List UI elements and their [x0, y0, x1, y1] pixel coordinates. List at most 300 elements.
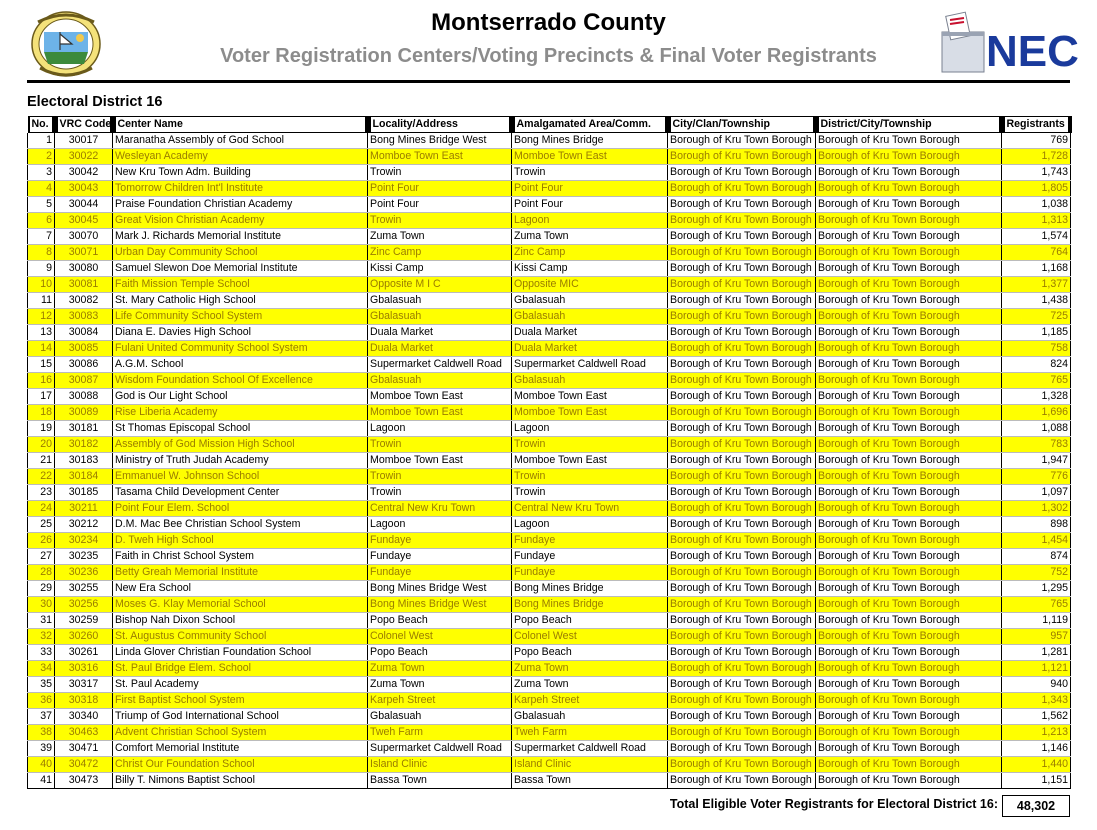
locality-address: Island Clinic [368, 757, 512, 773]
locality-address: Zinc Camp [368, 245, 512, 261]
amalgamated-area: Karpeh Street [512, 693, 668, 709]
registrants-count: 1,328 [1002, 389, 1071, 405]
center-name: Emmanuel W. Johnson School [113, 469, 368, 485]
amalgamated-area: Lagoon [512, 517, 668, 533]
district-city-township: Borough of Kru Town Borough [816, 645, 1002, 661]
registrants-count: 898 [1002, 517, 1071, 533]
table-row [28, 517, 1071, 533]
district-city-township: Borough of Kru Town Borough [816, 597, 1002, 613]
district-city-township: Borough of Kru Town Borough [816, 741, 1002, 757]
amalgamated-area: Gbalasuah [512, 309, 668, 325]
district-city-township: Borough of Kru Town Borough [816, 341, 1002, 357]
row-number: 9 [28, 261, 55, 277]
registrants-count: 1,151 [1002, 773, 1071, 789]
column-header-label: No. [30, 117, 52, 132]
column-header [113, 116, 368, 133]
center-name: Betty Greah Memorial Institute [113, 565, 368, 581]
registrants-count: 1,185 [1002, 325, 1071, 341]
locality-address: Trowin [368, 165, 512, 181]
vrc-code: 30086 [55, 357, 113, 373]
vrc-code: 30043 [55, 181, 113, 197]
center-name: Comfort Memorial Institute [113, 741, 368, 757]
center-name: St. Augustus Community School [113, 629, 368, 645]
center-name: Faith Mission Temple School [113, 277, 368, 293]
row-number: 38 [28, 725, 55, 741]
vrc-code: 30211 [55, 501, 113, 517]
city-clan-township: Borough of Kru Town Borough [668, 565, 816, 581]
district-city-township: Borough of Kru Town Borough [816, 133, 1002, 149]
row-number: 35 [28, 677, 55, 693]
vrc-code: 30089 [55, 405, 113, 421]
locality-address: Trowin [368, 213, 512, 229]
registrants-count: 1,377 [1002, 277, 1071, 293]
district-city-township: Borough of Kru Town Borough [816, 453, 1002, 469]
registrants-count: 1,805 [1002, 181, 1071, 197]
row-number: 5 [28, 197, 55, 213]
city-clan-township: Borough of Kru Town Borough [668, 309, 816, 325]
locality-address: Bong Mines Bridge West [368, 597, 512, 613]
locality-address: Gbalasuah [368, 709, 512, 725]
center-name: Ministry of Truth Judah Academy [113, 453, 368, 469]
city-clan-township: Borough of Kru Town Borough [668, 165, 816, 181]
center-name: Tomorrow Children Int'l Institute [113, 181, 368, 197]
city-clan-township: Borough of Kru Town Borough [668, 677, 816, 693]
amalgamated-area: Supermarket Caldwell Road [512, 741, 668, 757]
city-clan-township: Borough of Kru Town Borough [668, 213, 816, 229]
amalgamated-area: Momboe Town East [512, 389, 668, 405]
locality-address: Gbalasuah [368, 309, 512, 325]
vrc-code: 30071 [55, 245, 113, 261]
district-city-township: Borough of Kru Town Borough [816, 373, 1002, 389]
amalgamated-area: Gbalasuah [512, 373, 668, 389]
table-row [28, 533, 1071, 549]
city-clan-township: Borough of Kru Town Borough [668, 357, 816, 373]
row-number: 21 [28, 453, 55, 469]
column-header-label: Amalgamated Area/Comm. [515, 117, 665, 132]
table-row [28, 165, 1071, 181]
city-clan-township: Borough of Kru Town Borough [668, 405, 816, 421]
amalgamated-area: Trowin [512, 485, 668, 501]
amalgamated-area: Bong Mines Bridge [512, 133, 668, 149]
vrc-code: 30236 [55, 565, 113, 581]
table-row [28, 773, 1071, 789]
table-row [28, 485, 1071, 501]
center-name: Assembly of God Mission High School [113, 437, 368, 453]
table-row [28, 629, 1071, 645]
amalgamated-area: Supermarket Caldwell Road [512, 357, 668, 373]
district-city-township: Borough of Kru Town Borough [816, 501, 1002, 517]
registrants-count: 1,574 [1002, 229, 1071, 245]
district-city-township: Borough of Kru Town Borough [816, 245, 1002, 261]
registrants-count: 957 [1002, 629, 1071, 645]
district-city-township: Borough of Kru Town Borough [816, 181, 1002, 197]
amalgamated-area: Fundaye [512, 533, 668, 549]
registrants-count: 764 [1002, 245, 1071, 261]
district-city-township: Borough of Kru Town Borough [816, 629, 1002, 645]
table-row [28, 693, 1071, 709]
center-name: Moses G. Klay Memorial School [113, 597, 368, 613]
center-name: St. Mary Catholic High School [113, 293, 368, 309]
district-city-township: Borough of Kru Town Borough [816, 357, 1002, 373]
amalgamated-area: Central New Kru Town [512, 501, 668, 517]
page-title: Montserrado County [431, 9, 666, 36]
table-row [28, 613, 1071, 629]
city-clan-township: Borough of Kru Town Borough [668, 181, 816, 197]
table-row [28, 421, 1071, 437]
locality-address: Point Four [368, 197, 512, 213]
center-name: Christ Our Foundation School [113, 757, 368, 773]
vrc-code: 30184 [55, 469, 113, 485]
amalgamated-area: Zuma Town [512, 661, 668, 677]
district-city-township: Borough of Kru Town Borough [816, 693, 1002, 709]
amalgamated-area: Zinc Camp [512, 245, 668, 261]
row-number: 37 [28, 709, 55, 725]
registrants-count: 1,295 [1002, 581, 1071, 597]
vrc-code: 30087 [55, 373, 113, 389]
registrants-count: 1,088 [1002, 421, 1071, 437]
locality-address: Momboe Town East [368, 149, 512, 165]
district-city-township: Borough of Kru Town Borough [816, 485, 1002, 501]
city-clan-township: Borough of Kru Town Borough [668, 485, 816, 501]
locality-address: Colonel West [368, 629, 512, 645]
district-city-township: Borough of Kru Town Borough [816, 677, 1002, 693]
row-number: 41 [28, 773, 55, 789]
center-name: New Era School [113, 581, 368, 597]
table-row [28, 565, 1071, 581]
locality-address: Trowin [368, 485, 512, 501]
vrc-code: 30084 [55, 325, 113, 341]
column-header [55, 116, 113, 133]
district-city-township: Borough of Kru Town Borough [816, 613, 1002, 629]
center-name: Diana E. Davies High School [113, 325, 368, 341]
city-clan-township: Borough of Kru Town Borough [668, 581, 816, 597]
row-number: 20 [28, 437, 55, 453]
locality-address: Duala Market [368, 341, 512, 357]
registrants-count: 1,440 [1002, 757, 1071, 773]
locality-address: Fundaye [368, 533, 512, 549]
locality-address: Gbalasuah [368, 373, 512, 389]
registrants-count: 725 [1002, 309, 1071, 325]
row-number: 24 [28, 501, 55, 517]
amalgamated-area: Trowin [512, 165, 668, 181]
locality-address: Duala Market [368, 325, 512, 341]
registrants-count: 752 [1002, 565, 1071, 581]
center-name: Mark J. Richards Memorial Institute [113, 229, 368, 245]
center-name: Advent Christian School System [113, 725, 368, 741]
center-name: St Thomas Episcopal School [113, 421, 368, 437]
table-row [28, 293, 1071, 309]
table-row [28, 373, 1071, 389]
center-name: First Baptist School System [113, 693, 368, 709]
registrants-count: 874 [1002, 549, 1071, 565]
row-number: 10 [28, 277, 55, 293]
city-clan-township: Borough of Kru Town Borough [668, 597, 816, 613]
column-header [28, 116, 55, 133]
vrc-code: 30259 [55, 613, 113, 629]
locality-address: Point Four [368, 181, 512, 197]
city-clan-township: Borough of Kru Town Borough [668, 197, 816, 213]
column-header [816, 116, 1002, 133]
district-city-township: Borough of Kru Town Borough [816, 389, 1002, 405]
amalgamated-area: Duala Market [512, 341, 668, 357]
center-name: Maranatha Assembly of God School [113, 133, 368, 149]
district-city-township: Borough of Kru Town Borough [816, 709, 1002, 725]
vrc-code: 30042 [55, 165, 113, 181]
locality-address: Fundaye [368, 549, 512, 565]
vrc-code: 30083 [55, 309, 113, 325]
vrc-code: 30463 [55, 725, 113, 741]
amalgamated-area: Lagoon [512, 213, 668, 229]
registrants-count: 1,097 [1002, 485, 1071, 501]
column-header [368, 116, 512, 133]
row-number: 31 [28, 613, 55, 629]
registrants-count: 1,121 [1002, 661, 1071, 677]
row-number: 12 [28, 309, 55, 325]
registrants-count: 940 [1002, 677, 1071, 693]
total-label: Total Eligible Voter Registrants for Electoral District 16: [669, 797, 998, 811]
row-number: 29 [28, 581, 55, 597]
registrants-count: 1,302 [1002, 501, 1071, 517]
city-clan-township: Borough of Kru Town Borough [668, 373, 816, 389]
vrc-code: 30081 [55, 277, 113, 293]
locality-address: Kissi Camp [368, 261, 512, 277]
district-city-township: Borough of Kru Town Borough [816, 421, 1002, 437]
locality-address: Zuma Town [368, 661, 512, 677]
amalgamated-area: Zuma Town [512, 677, 668, 693]
vrc-code: 30471 [55, 741, 113, 757]
amalgamated-area: Fundaye [512, 549, 668, 565]
column-header-label: Registrants [1005, 117, 1068, 132]
city-clan-township: Borough of Kru Town Borough [668, 613, 816, 629]
vrc-code: 30045 [55, 213, 113, 229]
center-name: Great Vision Christian Academy [113, 213, 368, 229]
city-clan-township: Borough of Kru Town Borough [668, 501, 816, 517]
row-number: 33 [28, 645, 55, 661]
locality-address: Lagoon [368, 421, 512, 437]
district-city-township: Borough of Kru Town Borough [816, 437, 1002, 453]
center-name: Tasama Child Development Center [113, 485, 368, 501]
registrants-count: 1,213 [1002, 725, 1071, 741]
row-number: 23 [28, 485, 55, 501]
amalgamated-area: Trowin [512, 437, 668, 453]
row-number: 32 [28, 629, 55, 645]
registrants-count: 765 [1002, 373, 1071, 389]
center-name: Life Community School System [113, 309, 368, 325]
row-number: 3 [28, 165, 55, 181]
vrc-code: 30183 [55, 453, 113, 469]
column-header-label: District/City/Township [819, 117, 999, 132]
table-row [28, 181, 1071, 197]
amalgamated-area: Bassa Town [512, 773, 668, 789]
district-city-township: Borough of Kru Town Borough [816, 165, 1002, 181]
table-row [28, 661, 1071, 677]
vrc-code: 30472 [55, 757, 113, 773]
vrc-code: 30085 [55, 341, 113, 357]
row-number: 39 [28, 741, 55, 757]
city-clan-township: Borough of Kru Town Borough [668, 757, 816, 773]
row-number: 16 [28, 373, 55, 389]
district-title: Electoral District 16 [27, 94, 163, 110]
row-number: 36 [28, 693, 55, 709]
center-name: St. Paul Academy [113, 677, 368, 693]
amalgamated-area: Bong Mines Bridge [512, 581, 668, 597]
locality-address: Trowin [368, 437, 512, 453]
table-row [28, 245, 1071, 261]
registrants-count: 1,696 [1002, 405, 1071, 421]
registrants-count: 1,119 [1002, 613, 1071, 629]
row-number: 19 [28, 421, 55, 437]
amalgamated-area: Momboe Town East [512, 149, 668, 165]
center-name: Fulani United Community School System [113, 341, 368, 357]
amalgamated-area: Kissi Camp [512, 261, 668, 277]
city-clan-township: Borough of Kru Town Borough [668, 149, 816, 165]
locality-address: Momboe Town East [368, 453, 512, 469]
center-name: Samuel Slewon Doe Memorial Institute [113, 261, 368, 277]
amalgamated-area: Zuma Town [512, 229, 668, 245]
registrants-count: 1,562 [1002, 709, 1071, 725]
row-number: 22 [28, 469, 55, 485]
locality-address: Supermarket Caldwell Road [368, 357, 512, 373]
center-name: Faith in Christ School System [113, 549, 368, 565]
amalgamated-area: Bong Mines Bridge [512, 597, 668, 613]
row-number: 28 [28, 565, 55, 581]
registrants-count: 1,343 [1002, 693, 1071, 709]
locality-address: Trowin [368, 469, 512, 485]
amalgamated-area: Popo Beach [512, 613, 668, 629]
amalgamated-area: Momboe Town East [512, 405, 668, 421]
amalgamated-area: Point Four [512, 181, 668, 197]
locality-address: Popo Beach [368, 613, 512, 629]
page-header [0, 0, 1097, 82]
table-row [28, 261, 1071, 277]
city-clan-township: Borough of Kru Town Borough [668, 277, 816, 293]
column-header-label: Center Name [116, 117, 365, 132]
city-clan-township: Borough of Kru Town Borough [668, 261, 816, 277]
table-row [28, 645, 1071, 661]
district-city-township: Borough of Kru Town Borough [816, 533, 1002, 549]
locality-address: Gbalasuah [368, 293, 512, 309]
center-name: Wesleyan Academy [113, 149, 368, 165]
nec-ballot-box-icon [938, 10, 1079, 76]
nec-logo-text: NEC [986, 27, 1079, 76]
registrants-count: 1,146 [1002, 741, 1071, 757]
district-city-township: Borough of Kru Town Borough [816, 725, 1002, 741]
table-row [28, 677, 1071, 693]
district-city-township: Borough of Kru Town Borough [816, 405, 1002, 421]
district-city-township: Borough of Kru Town Borough [816, 229, 1002, 245]
locality-address: Bong Mines Bridge West [368, 581, 512, 597]
registrants-count: 1,313 [1002, 213, 1071, 229]
locality-address: Supermarket Caldwell Road [368, 741, 512, 757]
registrants-count: 1,728 [1002, 149, 1071, 165]
table-row [28, 229, 1071, 245]
registrants-count: 1,947 [1002, 453, 1071, 469]
district-city-township: Borough of Kru Town Borough [816, 517, 1002, 533]
row-number: 30 [28, 597, 55, 613]
table-row [28, 389, 1071, 405]
city-clan-township: Borough of Kru Town Borough [668, 245, 816, 261]
registrants-count: 776 [1002, 469, 1071, 485]
locality-address: Bassa Town [368, 773, 512, 789]
locality-address: Central New Kru Town [368, 501, 512, 517]
city-clan-township: Borough of Kru Town Borough [668, 661, 816, 677]
city-clan-township: Borough of Kru Town Borough [668, 693, 816, 709]
district-city-township: Borough of Kru Town Borough [816, 661, 1002, 677]
row-number: 14 [28, 341, 55, 357]
district-city-township: Borough of Kru Town Borough [816, 757, 1002, 773]
locality-address: Momboe Town East [368, 405, 512, 421]
district-city-township: Borough of Kru Town Borough [816, 197, 1002, 213]
row-number: 18 [28, 405, 55, 421]
vrc-code: 30185 [55, 485, 113, 501]
row-number: 27 [28, 549, 55, 565]
amalgamated-area: Fundaye [512, 565, 668, 581]
vrc-code: 30340 [55, 709, 113, 725]
city-clan-township: Borough of Kru Town Borough [668, 293, 816, 309]
city-clan-township: Borough of Kru Town Borough [668, 741, 816, 757]
vrc-code: 30080 [55, 261, 113, 277]
table-row [28, 405, 1071, 421]
page-subtitle: Voter Registration Centers/Voting Precincts & Final Voter Registrants [220, 45, 877, 67]
vrc-code: 30255 [55, 581, 113, 597]
vrc-code: 30082 [55, 293, 113, 309]
column-header-label: VRC Code [59, 118, 112, 130]
amalgamated-area: Gbalasuah [512, 293, 668, 309]
center-name: D.M. Mac Bee Christian School System [113, 517, 368, 533]
table-row [28, 197, 1071, 213]
amalgamated-area: Gbalasuah [512, 709, 668, 725]
column-header [1002, 116, 1071, 133]
city-clan-township: Borough of Kru Town Borough [668, 773, 816, 789]
registrants-count: 824 [1002, 357, 1071, 373]
district-city-township: Borough of Kru Town Borough [816, 581, 1002, 597]
row-number: 15 [28, 357, 55, 373]
center-name: Urban Day Community School [113, 245, 368, 261]
district-city-township: Borough of Kru Town Borough [816, 149, 1002, 165]
row-number: 4 [28, 181, 55, 197]
vrc-code: 30070 [55, 229, 113, 245]
center-name: God is Our Light School [113, 389, 368, 405]
vrc-code: 30256 [55, 597, 113, 613]
row-number: 13 [28, 325, 55, 341]
table-row [28, 437, 1071, 453]
vrc-code: 30234 [55, 533, 113, 549]
city-clan-township: Borough of Kru Town Borough [668, 341, 816, 357]
table-row [28, 501, 1071, 517]
column-header-label: City/Clan/Township [671, 117, 813, 132]
vrc-code: 30044 [55, 197, 113, 213]
locality-address: Momboe Town East [368, 389, 512, 405]
locality-address: Opposite M I C [368, 277, 512, 293]
column-header [512, 116, 668, 133]
vrc-code: 30088 [55, 389, 113, 405]
vrc-code: 30316 [55, 661, 113, 677]
locality-address: Zuma Town [368, 677, 512, 693]
registrants-count: 783 [1002, 437, 1071, 453]
district-city-township: Borough of Kru Town Borough [816, 325, 1002, 341]
amalgamated-area: Lagoon [512, 421, 668, 437]
city-clan-township: Borough of Kru Town Borough [668, 421, 816, 437]
table-row [28, 325, 1071, 341]
center-name: St. Paul Bridge Elem. School [113, 661, 368, 677]
table-row [28, 549, 1071, 565]
city-clan-township: Borough of Kru Town Borough [668, 629, 816, 645]
table-row [28, 213, 1071, 229]
table-row [28, 709, 1071, 725]
amalgamated-area: Duala Market [512, 325, 668, 341]
vrc-code: 30022 [55, 149, 113, 165]
row-number: 7 [28, 229, 55, 245]
